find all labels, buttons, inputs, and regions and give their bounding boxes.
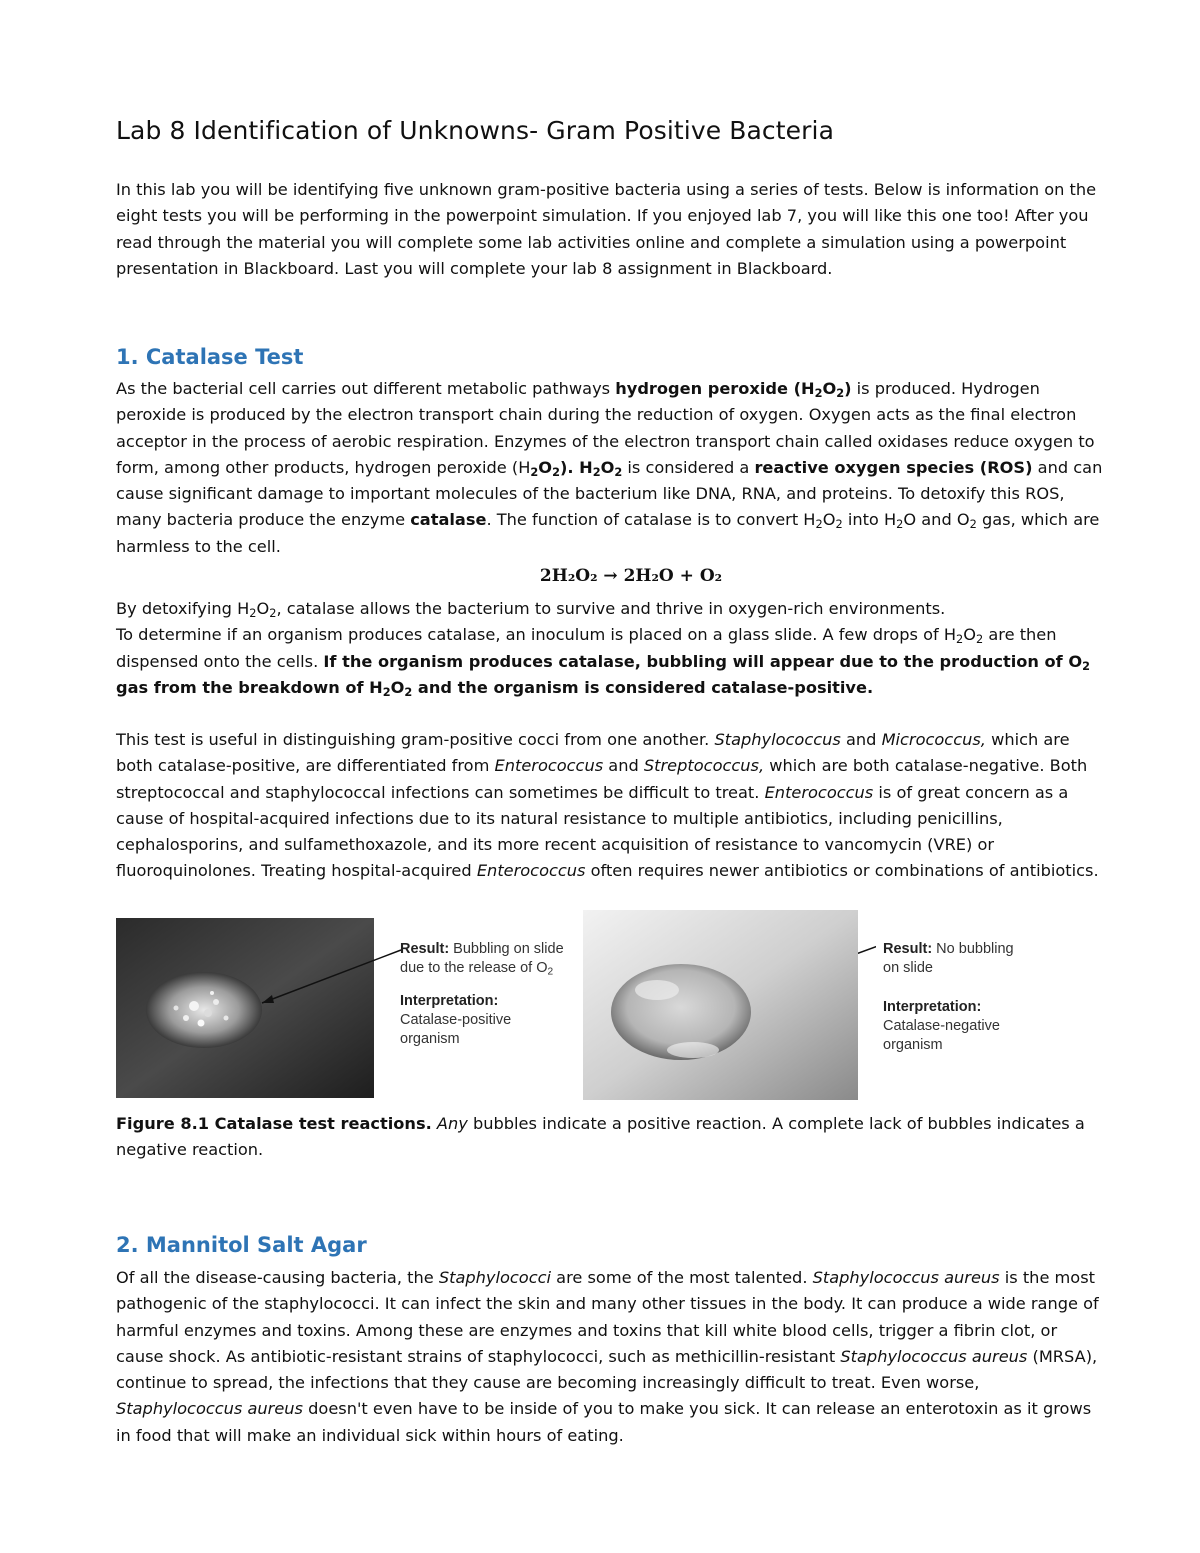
- intro-paragraph: In this lab you will be identifying five unknown gram-positive bacteria using a series of tests. Below is information on the eight tests you will be performing in the powerpoint simulation. If you enjoyed lab 7, you will like this one too! After you read through the material you will complete some lab activities online and complete a simulation using a powerpoint presentation in Blackboard. Last you will complete your lab 8 assignment in Blackboard.: [116, 180, 1097, 278]
- catalase-paragraph-1: As the bacterial cell carries out different metabolic pathways hydrogen peroxide $(H_2O_2)$ is produced. Hydrogen peroxide is produced by the electron transport chain during the reduction of oxygen. Oxygen acts as the final electron acceptor in the process of aerobic respiration. Enzymes of the electron transport chain called oxidases reduce oxygen to form, among other products, hydrogen peroxide $(H_2O_2)$. $H_2O_2$ is considered a reactive oxygen species (ROS) and can cause significant damage to important molecules of the bacterium like DNA, RNA, and proteins. To detoxify this ROS, many bacteria produce the enzyme catalase. The function of catalase is to convert $H_2O_2$ into $H_2O$ and $O_2$ gas, which are harmless to the cell.: [116, 379, 1103, 556]
- negative-result-label: Result: No bubbling on slide: [883, 941, 1014, 976]
- page-title: Lab 8 Identification of Unknowns- Gram Positive Bacteria: [116, 116, 835, 145]
- mannitol-paragraph: Of all the disease-causing bacteria, the Staphylococci are some of the most talented. Staphylococcus aureus is the most pathogenic of the staphylococci. It can infect the skin and many other tissues in the body. It can produce a wide range of harmful enzymes and toxins. Among these are enzymes and toxins that kill white blood cells, trigger a fibrin clot, or cause shock. As antibiotic-resistant strains of staphylococci, such as methicillin-resistant Staphylococcus aureus (MRSA), continue to spread, the infections that they cause are becoming increasingly difficult to treat. Even worse, Staphylococcus aureus doesn't even have to be inside of you to make you sick. It can release an enterotoxin as it grows in food that will make an individual sick within hours of eating.: [116, 1268, 1099, 1445]
- positive-result-label: Result: Bubbling on slide due to the release of $O_2$: [400, 941, 564, 978]
- positive-interpretation-label: Interpretation: Catalase-positive organism: [400, 993, 512, 1047]
- negative-interpretation-label: Interpretation: Catalase-negative organism: [883, 999, 1000, 1053]
- catalase-equation: 2H₂O₂ → 2H₂O + O₂: [539, 566, 723, 586]
- catalase-figure: [116, 910, 1014, 1100]
- catalase-negative-photo: [583, 910, 858, 1100]
- section-heading-mannitol: 2. Mannitol Salt Agar: [116, 1233, 367, 1257]
- section-heading-catalase: 1. Catalase Test: [116, 345, 304, 369]
- figure-caption: Figure 8.1 Catalase test reactions. Any bubbles indicate a positive reaction. A complete lack of bubbles indicates a negative reaction.: [116, 1114, 1085, 1160]
- catalase-paragraph-2: By detoxifying $H_2O_2$, catalase allows the bacterium to survive and thrive in oxygen-rich environments. To determine if an organism produces catalase, an inoculum is placed on a glass slide. A few drops of $H_2O_2$ are then dispensed onto the cells. If the organism produces catalase, bubbling will appear due to the production of $O_2$ gas from the breakdown of $H_2O_2$ and the organism is considered catalase-positive.: [116, 599, 1090, 699]
- positive-arrow: [262, 950, 401, 1003]
- negative-slide-image: [583, 910, 858, 1100]
- catalase-paragraph-3: This test is useful in distinguishing gram-positive cocci from one another. Staphylococcus and Micrococcus, which are both catalase-positive, are differentiated from Enterococcus and Streptococcus, which are both catalase-negative. Both streptococcal and staphylococcal infections can sometimes be difficult to treat. Enterococcus is of great concern as a cause of hospital-acquired infections due to its natural resistance to multiple antibiotics, including penicillins, cephalosporins, and sulfamethoxazole, and its more recent acquisition of resistance to vancomycin (VRE) or fluoroquinolones. Treating hospital-acquired Enterococcus often requires newer antibiotics or combinations of antibiotics.: [116, 730, 1099, 881]
